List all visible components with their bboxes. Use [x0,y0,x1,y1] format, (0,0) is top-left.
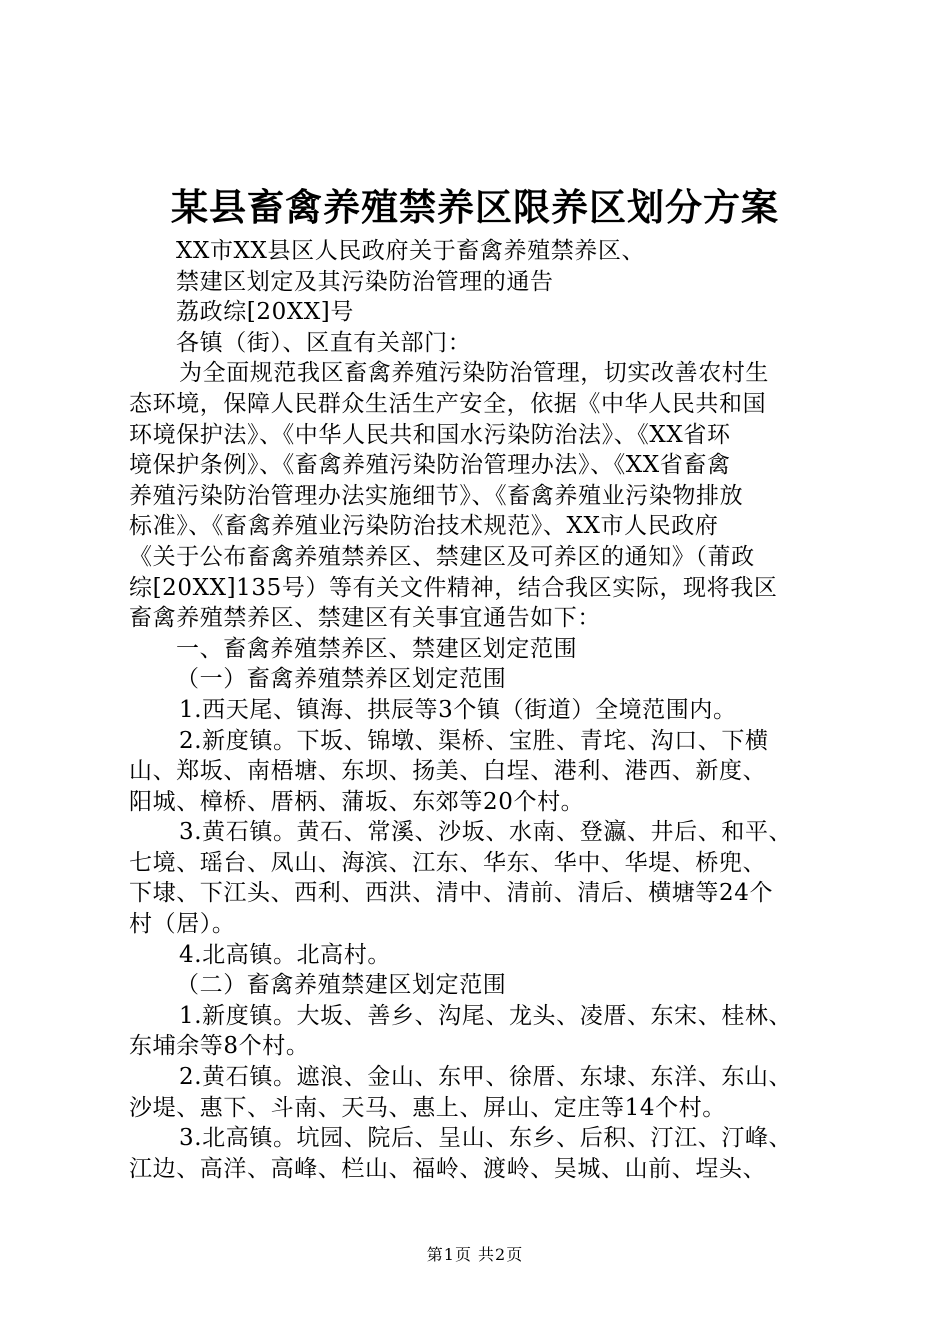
subsection-heading: （一）畜禽养殖禁养区划定范围 [176,666,507,693]
notice-title-line-2: 禁建区划定及其污染防治管理的通告 [176,268,554,295]
intro-paragraph-line: 畜禽养殖禁养区、禁建区有关事宜通告如下： [129,605,601,632]
list-item-continuation: 东埔余等8个村。 [129,1033,310,1060]
subsection-heading: （二）畜禽养殖禁建区划定范围 [176,972,507,999]
document-number: 荔政综[20XX]号 [176,299,354,326]
list-item: 1.新度镇。大坂、善乡、沟尾、龙头、凌厝、东宋、桂林、 [179,1002,793,1029]
page-number-footer: 第1页 共2页 [426,1245,524,1264]
list-item-continuation: 阳城、樟桥、厝柄、蒲坂、东郊等20个村。 [129,788,585,815]
list-item: 3.黄石镇。黄石、常溪、沙坂、水南、登瀛、井后、和平、 [179,819,793,846]
document-body [129,236,829,1184]
list-item-continuation: 沙堤、惠下、斗南、天马、惠上、屏山、定庄等14个村。 [129,1094,726,1121]
list-item-continuation: 下埭、下江头、西利、西洪、清中、清前、清后、横塘等24个 [129,880,774,907]
intro-paragraph-line: 标准》、《畜禽养殖业污染防治技术规范》、XX市人民政府 [129,513,719,540]
list-item: 4.北高镇。北高村。 [179,941,391,968]
list-item: 1.西天尾、镇海、拱辰等3个镇（街道）全境范围内。 [179,696,737,723]
list-item-continuation: 山、郑坂、南梧塘、东坝、扬美、白埕、港利、港西、新度、 [129,758,767,785]
section-heading: 一、畜禽养殖禁养区、禁建区划定范围 [176,635,578,662]
notice-title-line-1: XX市XX县区人民政府关于畜禽养殖禁养区、 [176,238,646,264]
intro-paragraph-line: 养殖污染防治管理办法实施细节》、《畜禽养殖业污染物排放 [129,482,744,509]
list-item: 2.黄石镇。遮浪、金山、东甲、徐厝、东埭、东洋、东山、 [179,1064,793,1091]
intro-paragraph-line: 态环境，保障人民群众生活生产安全，依据《中华人民共和国 [129,390,767,417]
list-item-continuation: 村（居）。 [129,911,236,938]
list-item: 2.新度镇。下坂、锦墩、渠桥、宝胜、青垞、沟口、下横 [179,727,769,754]
intro-paragraph-line: 综[20XX]135号）等有关文件精神，结合我区实际，现将我区 [129,574,778,601]
addressee-line: 各镇（街）、区直有关部门： [176,329,472,356]
intro-paragraph-line: 《关于公布畜禽养殖禁养区、禁建区及可养区的通知》（莆政 [129,543,755,570]
document-title: 某县畜禽养殖禁养区限养区划分方案 [171,185,779,229]
intro-paragraph-line: 为全面规范我区畜禽养殖污染防治管理，切实改善农村生 [179,360,769,387]
intro-paragraph-line: 境保护条例》、《畜禽养殖污染防治管理办法》、《XX省畜禽 [129,452,731,479]
list-item-continuation: 七境、瑶台、凤山、海滨、江东、华东、华中、华堤、桥兜、 [129,849,767,876]
list-item: 3.北高镇。坑园、院后、呈山、东乡、后积、汀江、汀峰、 [179,1125,793,1152]
intro-paragraph-line: 环境保护法》、《中华人民共和国水污染防治法》、《XX省环 [129,421,731,448]
list-item-continuation: 江边、高洋、高峰、栏山、福岭、渡岭、吴城、山前、埕头、 [129,1155,767,1182]
